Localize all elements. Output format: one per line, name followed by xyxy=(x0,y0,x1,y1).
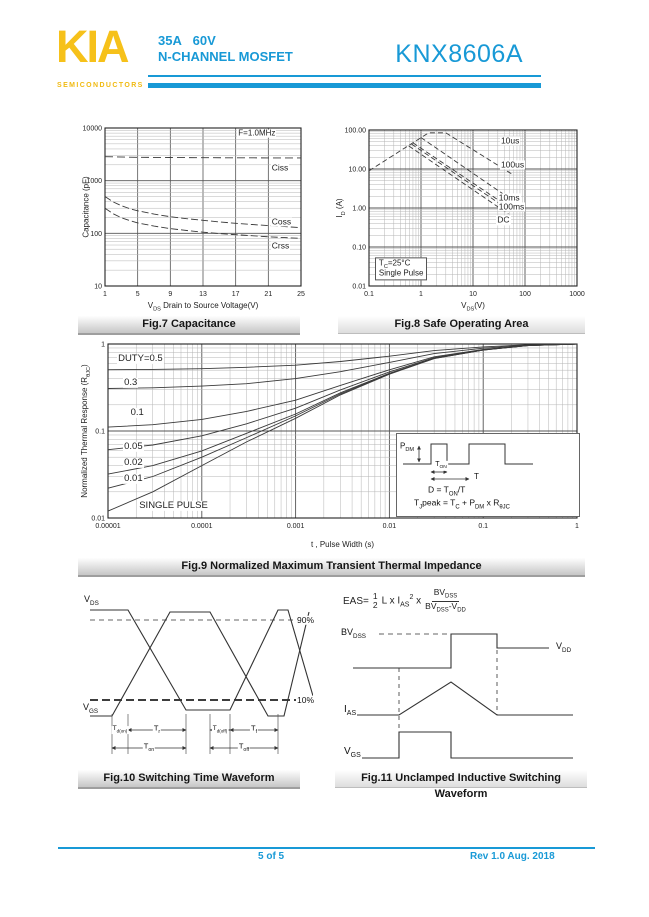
fraction-numerator: 1 xyxy=(372,590,378,601)
eas-mid: L x $I_{AS}^2$ x xyxy=(381,593,422,609)
fig10-caption: Fig.10 Switching Time Waveform xyxy=(78,770,300,789)
bv-fraction xyxy=(425,588,466,613)
fraction-numerator: $BV_{DSS}$ xyxy=(433,587,458,600)
tr-label: $T_r$ xyxy=(153,723,161,736)
header-rule-thick xyxy=(148,83,541,88)
chart-annotation: 0.02 xyxy=(124,456,143,468)
svg-text:0.01: 0.01 xyxy=(352,283,366,291)
fig9-pulse-inset xyxy=(396,433,580,517)
bvdss-label: $BV_{DSS}$ xyxy=(341,626,366,640)
fig7-caption: Fig.7 Capacitance xyxy=(78,316,300,335)
svg-text:100: 100 xyxy=(519,291,531,298)
ton-label: $T_{on}$ xyxy=(143,741,155,754)
fig8-safe-operating-area-chart xyxy=(333,122,585,314)
device-rating xyxy=(158,33,293,65)
chart-annotation: 100us xyxy=(500,158,525,169)
ninety-percent-label: 90% xyxy=(297,614,315,625)
chart-annotation: F=1.0MHz xyxy=(238,128,276,138)
svg-text:5: 5 xyxy=(135,291,140,298)
vds-avalanche-trace xyxy=(353,634,549,668)
fig8-canvas xyxy=(333,122,585,314)
svg-text:1000: 1000 xyxy=(569,291,585,298)
svg-text:21: 21 xyxy=(264,291,273,298)
svg-text:0.01: 0.01 xyxy=(382,523,397,530)
part-number: KNX8606A xyxy=(395,40,523,68)
kia-logo: KIA xyxy=(56,21,128,72)
series-0.3 xyxy=(108,344,577,389)
ias-trace xyxy=(353,682,573,715)
svg-text:0.00001: 0.00001 xyxy=(95,523,121,530)
svg-text:0.0001: 0.0001 xyxy=(191,523,213,530)
vdd-label: $V_{DD}$ xyxy=(556,640,572,654)
svg-text:10.00: 10.00 xyxy=(348,166,366,174)
svg-text:1: 1 xyxy=(103,291,107,298)
eas-lhs: EAS= xyxy=(343,595,369,607)
chart-annotation: 100ms xyxy=(498,201,525,212)
svg-text:0.10: 0.10 xyxy=(352,244,366,252)
td-off-label: $T_{d(off)}$ xyxy=(212,725,228,734)
page-number: 5 of 5 xyxy=(258,851,285,862)
pdm-label: $P_{DM}$ xyxy=(400,441,415,453)
x-axis-title: $V_{DS}$ Drain to Source Voltage(V) xyxy=(147,301,259,313)
svg-text:1: 1 xyxy=(419,291,423,298)
ton-label: $T_{ON}$ xyxy=(435,460,447,471)
chart-annotation: 0.1 xyxy=(130,407,144,419)
svg-text:100: 100 xyxy=(90,230,102,238)
chart-annotation: 10us xyxy=(500,135,520,146)
period-label: T xyxy=(474,472,479,481)
fraction-denominator: 2 xyxy=(372,600,378,610)
fig11-caption: Fig.11 Unclamped Inductive Switching Waveform xyxy=(335,770,587,788)
fig10-waveform-svg xyxy=(78,588,313,760)
pdm-pulse-waveform xyxy=(403,444,533,464)
svg-text:25: 25 xyxy=(297,291,305,298)
svg-text:17: 17 xyxy=(231,291,240,298)
svg-text:1: 1 xyxy=(101,341,105,349)
footer-rule xyxy=(58,847,595,849)
chart-annotation: 0.3 xyxy=(124,376,138,388)
device-rating-line2: N-CHANNEL MOSFET xyxy=(158,49,293,64)
chart-annotation: Ciss xyxy=(271,162,289,173)
duty-formula: $D = T_{ON}/T$ xyxy=(428,484,466,498)
vgs-trace xyxy=(353,732,573,758)
svg-text:0.001: 0.001 xyxy=(286,523,305,530)
svg-text:1.00: 1.00 xyxy=(352,205,366,213)
chart-annotation: $T_C=25^\circ C$ Single Pulse xyxy=(375,257,427,280)
y-axis-title: Normalized Thermal Response $(R_{\theta JC})$ xyxy=(80,364,92,498)
svg-text:0.1: 0.1 xyxy=(364,291,374,298)
series-0.1 xyxy=(108,344,577,427)
svg-text:0.1: 0.1 xyxy=(95,428,105,436)
chart-annotation: Crss xyxy=(271,240,290,251)
fig7-capacitance-chart xyxy=(78,122,308,314)
x-axis-title: t , Pulse Width (s) xyxy=(310,540,375,549)
svg-text:1: 1 xyxy=(575,523,579,530)
svg-text:10000: 10000 xyxy=(82,125,102,133)
fig8-caption: Fig.8 Safe Operating Area xyxy=(338,316,585,334)
one-half-fraction xyxy=(373,592,378,611)
vgs-label: $V_{GS}$ xyxy=(344,746,361,759)
x-axis-title: $V_{DS}(V)$ xyxy=(461,301,485,313)
svg-text:0.1: 0.1 xyxy=(478,523,489,530)
device-rating-line1: 35A 60V xyxy=(158,33,216,48)
fig9-caption: Fig.9 Normalized Maximum Transient Thermal Impedance xyxy=(78,558,585,577)
series-10ms xyxy=(413,143,512,209)
y-axis-title: Capacitance (pF) xyxy=(81,176,91,238)
td-on-label: $T_{d(on)}$ xyxy=(112,725,128,734)
ten-percent-label: 10% xyxy=(297,694,315,705)
tjpeak-formula: $T_Jpeak = T_C + P_{DM}$ x $R_{\theta JC}$ xyxy=(414,497,510,511)
svg-text:1000: 1000 xyxy=(86,178,102,186)
tf-label: $T_f$ xyxy=(250,723,258,736)
chart-annotation: 0.05 xyxy=(124,440,143,452)
fig11-uis-waveform xyxy=(335,585,587,766)
eas-formula xyxy=(343,585,466,617)
svg-text:10: 10 xyxy=(469,291,477,298)
svg-text:9: 9 xyxy=(168,291,173,298)
ias-label: $I_{AS}$ xyxy=(344,704,357,717)
svg-text:10: 10 xyxy=(94,283,102,291)
series-100ms xyxy=(411,144,510,211)
header-rule-thin xyxy=(148,75,541,77)
chart-annotation: 0.01 xyxy=(124,472,143,484)
vgs-label: $V_{GS}$ xyxy=(83,701,99,715)
fig9-thermal-impedance-chart xyxy=(78,338,585,550)
svg-text:0.01: 0.01 xyxy=(91,515,105,523)
toff-label: $T_{off}$ xyxy=(238,741,250,754)
chart-annotation: DUTY=0.5 xyxy=(118,352,163,364)
vds-label: $V_{DS}$ xyxy=(84,593,99,607)
chart-annotation: DC xyxy=(497,214,510,225)
chart-annotation: SINGLE PULSE xyxy=(139,499,208,511)
chart-annotation: 10ms xyxy=(498,192,520,203)
fraction-denominator: $BV_{DSS}-V_{DD}$ xyxy=(425,600,466,614)
tick-labels xyxy=(83,126,305,299)
chart-annotation: Coss xyxy=(271,216,292,227)
svg-text:13: 13 xyxy=(199,291,207,298)
gridlines xyxy=(105,128,301,286)
revision-label: Rev 1.0 Aug. 2018 xyxy=(470,851,555,862)
pulse-train-diagram xyxy=(397,434,579,482)
svg-text:100.00: 100.00 xyxy=(344,127,366,135)
kia-logo-subtitle: SEMICONDUCTORS xyxy=(57,82,144,89)
fig11-waveform-svg xyxy=(335,618,587,766)
y-axis-title: $I_D$ (A) xyxy=(335,198,347,218)
series-DC xyxy=(409,146,509,214)
fig10-switching-waveform xyxy=(78,588,313,766)
